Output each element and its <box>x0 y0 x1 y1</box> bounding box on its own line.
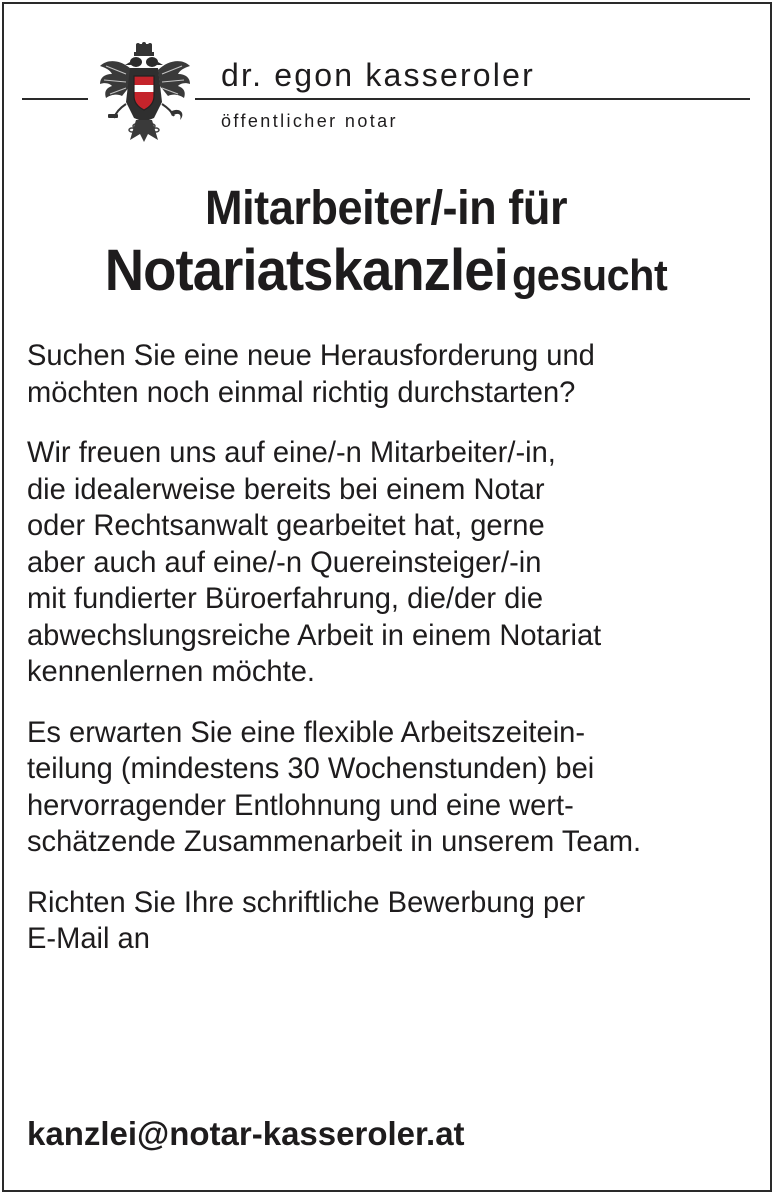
letterhead <box>0 0 772 150</box>
headline-suffix: gesucht <box>511 251 668 300</box>
candidate-paragraph: Wir freuen uns auf eine/-n Mitarbeiter/-in, die idealerweise bereits bei einem Notar oder Rechtsanwalt gearbeitet hat, gerne aber auch auf eine/-n Quereinsteiger/-in mit fundierter Büroerfahrung, die/der die abwechslungsreiche Arbeit in einem Notariat kennenlernen möchte. <box>27 436 602 688</box>
headline-line-2 <box>46 240 727 317</box>
coat-of-arms-icon <box>96 42 192 144</box>
intro-paragraph: Suchen Sie eine neue Herausforderung und möchten noch einmal richtig durchstarten? <box>27 339 595 409</box>
offer-paragraph: Es erwarten Sie eine flexible Arbeitszeitein- teilung (mindestens 30 Wochenstunden) bei hervorragender Entlohnung und eine wert- schätzende Zusammenarbeit in unserem Team. <box>27 715 642 858</box>
header-rule-left <box>22 98 88 100</box>
headline-main: Notariatskanzlei <box>104 238 508 303</box>
ad-body <box>27 338 755 982</box>
job-headline <box>24 180 748 317</box>
headline-line-1: Mitarbeiter/-in für <box>204 182 568 235</box>
firm-role: öffentlicher notar <box>221 111 398 131</box>
application-paragraph: Richten Sie Ihre schriftliche Bewerbung per E-Mail an <box>27 885 586 955</box>
header-rule-right <box>195 98 750 100</box>
contact-email-link[interactable]: kanzlei@notar-kasseroler.at <box>27 1115 465 1152</box>
firm-name: dr. egon kasseroler <box>221 57 535 93</box>
